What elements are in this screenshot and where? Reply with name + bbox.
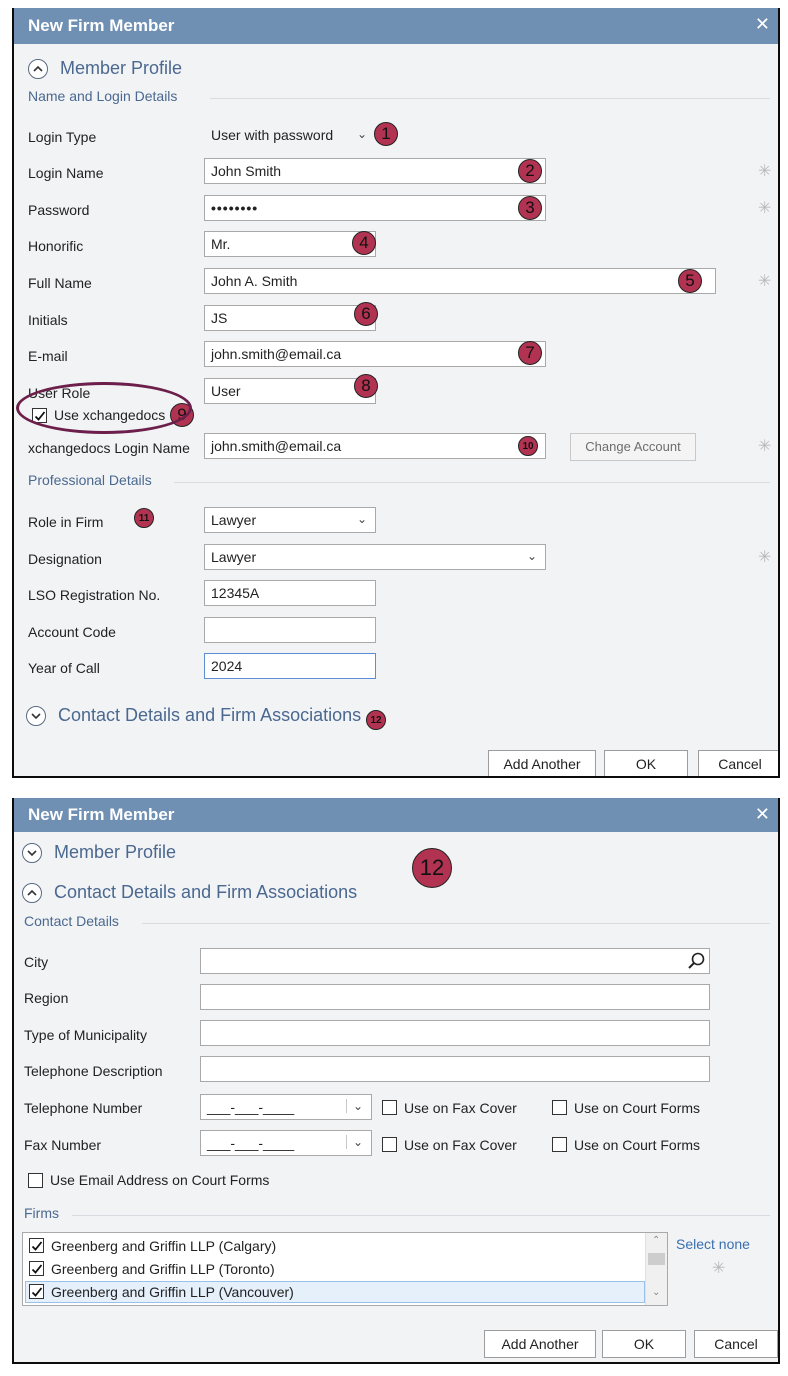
lso-registration-label: LSO Registration No. (28, 587, 161, 603)
close-icon[interactable]: ✕ (754, 804, 770, 824)
expand-chevron-icon[interactable] (26, 706, 46, 726)
fax-number-input[interactable] (200, 1130, 372, 1156)
designation-select[interactable] (204, 544, 546, 570)
full-name-label: Full Name (28, 275, 92, 291)
list-item[interactable] (25, 1258, 643, 1280)
list-item[interactable] (25, 1235, 643, 1257)
firm-checkbox[interactable] (29, 1284, 44, 1299)
fax-use-on-court-forms-checkbox[interactable] (552, 1137, 567, 1152)
scrollbar-thumb[interactable] (648, 1253, 665, 1265)
scroll-down-icon[interactable]: ⌄ (652, 1287, 661, 1298)
required-asterisk-icon: ✳ (758, 549, 772, 566)
user-role-label: User Role (28, 385, 91, 401)
required-asterisk-icon: ✳ (758, 200, 772, 217)
ok-button[interactable]: OK (604, 750, 688, 778)
list-item-selected[interactable] (25, 1281, 645, 1303)
select-none-link[interactable]: Select none (676, 1236, 750, 1252)
firm-name: Greenberg and Griffin LLP (Calgary) (51, 1238, 277, 1254)
required-asterisk-icon: ✳ (758, 163, 772, 180)
group-divider (72, 1215, 770, 1216)
region-label: Region (24, 990, 69, 1006)
email-label: E-mail (28, 348, 68, 364)
honorific-label: Honorific (28, 238, 84, 254)
callout-badge-12-large: 12 (412, 848, 452, 888)
login-type-select[interactable] (204, 122, 376, 148)
collapse-chevron-icon[interactable] (28, 59, 48, 79)
designation-value: Lawyer (211, 549, 257, 565)
chevron-down-icon: ⌄ (356, 512, 367, 526)
highlight-oval (16, 382, 192, 434)
use-xchangedocs-label: Use xchangedocs (54, 407, 166, 423)
callout-badge-7: 7 (518, 341, 542, 365)
role-in-firm-label: Role in Firm (28, 514, 104, 530)
use-email-court-forms-checkbox[interactable] (28, 1173, 43, 1188)
tel-use-on-fax-cover-label: Use on Fax Cover (404, 1100, 517, 1116)
contact-details-section-header[interactable] (22, 882, 357, 903)
initials-label: Initials (28, 312, 68, 328)
callout-badge-9: 9 (170, 403, 194, 427)
callout-badge-6: 6 (354, 302, 378, 326)
group-divider (210, 98, 770, 99)
designation-label: Designation (28, 551, 102, 567)
telephone-description-label: Telephone Description (24, 1063, 163, 1079)
password-input[interactable]: •••••••• (204, 195, 546, 221)
chevron-down-icon: ⌄ (526, 549, 537, 563)
collapse-chevron-icon[interactable] (22, 883, 42, 903)
login-type-value: User with password (211, 127, 334, 143)
telephone-number-input[interactable] (200, 1094, 372, 1120)
password-label: Password (28, 202, 90, 218)
add-another-button[interactable]: Add Another (484, 1330, 596, 1358)
user-role-input[interactable]: User (204, 378, 376, 404)
login-type-label: Login Type (28, 129, 97, 145)
chevron-down-icon: ⌄ (356, 127, 367, 141)
firm-checkbox[interactable] (29, 1261, 44, 1276)
dialog-titlebar (14, 798, 778, 832)
group-divider (174, 482, 770, 483)
city-label: City (24, 954, 49, 970)
new-firm-member-dialog-contact (12, 798, 780, 1364)
group-firms: Firms (24, 1205, 59, 1221)
contact-details-section-header[interactable] (26, 705, 361, 726)
member-profile-title: Member Profile (54, 842, 177, 862)
callout-badge-11: 11 (134, 508, 154, 528)
email-input[interactable]: john.smith@email.ca (204, 341, 546, 367)
change-account-button[interactable]: Change Account (570, 433, 696, 461)
account-code-label: Account Code (28, 624, 116, 640)
firm-name: Greenberg and Griffin LLP (Vancouver) (51, 1284, 294, 1300)
callout-badge-4: 4 (352, 231, 376, 255)
dialog-titlebar (14, 8, 778, 44)
callout-badge-3: 3 (518, 196, 542, 220)
telephone-number-label: Telephone Number (24, 1100, 143, 1116)
login-name-input[interactable]: John Smith (204, 158, 546, 184)
member-profile-section-header[interactable] (28, 58, 182, 79)
region-input[interactable] (200, 984, 710, 1010)
municipality-label: Type of Municipality (24, 1027, 147, 1043)
required-asterisk-icon: ✳ (758, 273, 772, 290)
callout-badge-10: 10 (518, 436, 538, 456)
search-icon[interactable] (684, 949, 709, 973)
new-firm-member-dialog-profile (12, 8, 780, 778)
add-another-button[interactable]: Add Another (488, 750, 596, 778)
contact-details-title: Contact Details and Firm Associations (58, 705, 362, 725)
role-in-firm-value: Lawyer (211, 512, 257, 528)
xchangedocs-login-label: xchangedocs Login Name (28, 440, 190, 456)
cancel-button[interactable]: Cancel (698, 750, 780, 778)
initials-input[interactable]: JS (204, 305, 376, 331)
required-asterisk-icon: ✳ (712, 1260, 726, 1277)
tel-use-on-court-forms-label: Use on Court Forms (574, 1100, 701, 1116)
callout-badge-2: 2 (518, 159, 542, 183)
callout-badge-8: 8 (354, 374, 378, 398)
scroll-up-icon[interactable]: ⌃ (652, 1235, 661, 1246)
group-contact-details: Contact Details (24, 913, 119, 929)
fax-mask: ___-___-____ (207, 1135, 295, 1151)
full-name-input[interactable]: John A. Smith (204, 268, 716, 294)
tel-use-on-court-forms-checkbox[interactable] (552, 1100, 567, 1115)
use-email-court-forms-label: Use Email Address on Court Forms (50, 1172, 270, 1188)
account-code-input[interactable] (204, 617, 376, 643)
honorific-input[interactable]: Mr. (204, 231, 376, 257)
member-profile-section-header[interactable] (22, 842, 176, 863)
cancel-button[interactable]: Cancel (694, 1330, 778, 1358)
telephone-mask: ___-___-____ (207, 1099, 295, 1115)
role-in-firm-select[interactable] (204, 507, 376, 533)
dialog-title: New Firm Member (28, 805, 175, 824)
expand-chevron-icon[interactable] (22, 843, 42, 863)
callout-badge-1: 1 (374, 122, 398, 146)
contact-details-title: Contact Details and Firm Associations (54, 882, 358, 902)
fax-number-label: Fax Number (24, 1137, 102, 1153)
chevron-down-icon: ⌄ (346, 1135, 363, 1149)
firms-listbox[interactable] (22, 1232, 668, 1306)
group-professional-details: Professional Details (28, 472, 152, 488)
dialog-title: New Firm Member (28, 16, 175, 35)
group-divider (142, 923, 770, 924)
firm-name: Greenberg and Griffin LLP (Toronto) (51, 1261, 275, 1277)
fax-use-on-fax-cover-checkbox[interactable] (382, 1137, 397, 1152)
lso-registration-input[interactable]: 12345A (204, 580, 376, 606)
close-icon[interactable]: ✕ (754, 14, 770, 34)
callout-badge-5: 5 (678, 269, 702, 293)
tel-use-on-fax-cover-checkbox[interactable] (382, 1100, 397, 1115)
callout-badge-12: 12 (366, 710, 386, 730)
member-profile-title: Member Profile (60, 58, 183, 78)
telephone-description-input[interactable] (200, 1056, 710, 1082)
ok-button[interactable]: OK (602, 1330, 686, 1358)
year-of-call-input[interactable]: 2024 (204, 653, 376, 679)
firm-checkbox[interactable] (29, 1238, 44, 1253)
year-of-call-label: Year of Call (28, 660, 100, 676)
city-input[interactable] (200, 948, 710, 974)
required-asterisk-icon: ✳ (758, 438, 772, 455)
fax-use-on-fax-cover-label: Use on Fax Cover (404, 1137, 517, 1153)
xchangedocs-login-input[interactable]: john.smith@email.ca (204, 433, 546, 459)
firms-scrollbar[interactable] (645, 1233, 667, 1305)
fax-use-on-court-forms-label: Use on Court Forms (574, 1137, 701, 1153)
group-name-login: Name and Login Details (28, 88, 178, 104)
municipality-input[interactable] (200, 1020, 710, 1046)
login-name-label: Login Name (28, 165, 104, 181)
chevron-down-icon: ⌄ (346, 1099, 363, 1113)
